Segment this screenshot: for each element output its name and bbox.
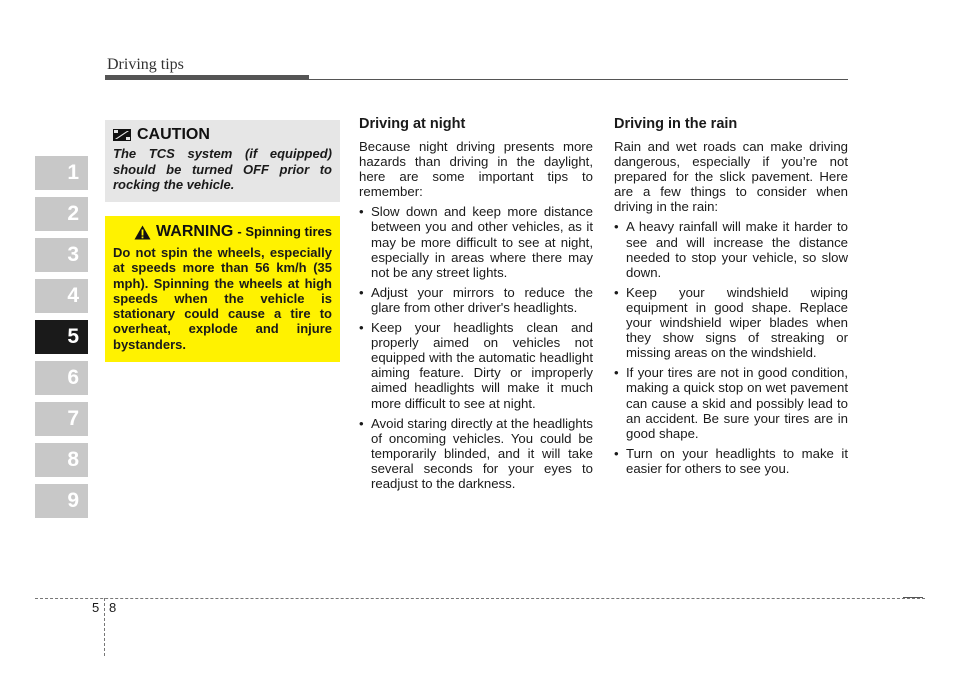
warning-text: Do not spin the wheels, especially at speeds more than 56 km/h (35 mph). Spinning the wheels at high speeds when the vehicle is stationary could cause a tire to overheat, explode and injure bystanders. bbox=[113, 245, 332, 352]
warning-heading-row bbox=[113, 223, 332, 241]
night-driving-intro: Because night driving presents more hazards than driving in the daylight, here are some important tips to remember: bbox=[359, 139, 593, 200]
section-title: Driving tips bbox=[107, 56, 184, 73]
footer-rule-tick bbox=[903, 597, 923, 598]
footer-page-number: 8 bbox=[109, 600, 117, 615]
list-item: • If your tires are not in good condition, making a quick stop on wet pavement can cause a skid and possibly lead to an accident. Be sure your tires are in good shape. bbox=[614, 365, 848, 440]
night-driving-list bbox=[359, 204, 593, 491]
footer-rule bbox=[35, 598, 925, 599]
chapter-tab-5-active[interactable]: 5 bbox=[35, 320, 88, 354]
chapter-tab-8[interactable]: 8 bbox=[35, 443, 88, 477]
rain-driving-intro: Rain and wet roads can make driving dangerous, especially if you’re not prepared for the slick pavement. Here are a few things to consider when driving in the rain: bbox=[614, 139, 848, 215]
list-item: • Keep your headlights clean and properly aimed on vehicles not equipped with the automatic headlight aiming feature. Dirty or improperly aimed headlights will make it much more difficult to see at night. bbox=[359, 320, 593, 411]
caution-text: The TCS system (if equipped) should be turned OFF prior to rocking the vehicle. bbox=[113, 146, 332, 192]
warning-subheading: - Spinning tires bbox=[237, 224, 332, 239]
list-item: • Avoid staring directly at the headlights of oncoming vehicles. You could be temporarily blinded, and it will take several seconds for your eyes to readjust to the darkness. bbox=[359, 416, 593, 491]
night-driving-section bbox=[359, 115, 593, 496]
list-item: • Adjust your mirrors to reduce the glare from other driver's headlights. bbox=[359, 285, 593, 315]
list-item: • Turn on your headlights to make it easier for others to see you. bbox=[614, 446, 848, 476]
caution-heading: CAUTION bbox=[137, 126, 210, 143]
warning-heading: WARNING bbox=[156, 223, 234, 240]
chapter-tab-7[interactable]: 7 bbox=[35, 402, 88, 436]
header-rule bbox=[105, 79, 848, 80]
footer-divider bbox=[104, 598, 105, 656]
rain-driving-heading: Driving in the rain bbox=[614, 116, 738, 132]
rain-driving-section bbox=[614, 115, 848, 481]
rain-driving-list bbox=[614, 219, 848, 476]
caution-heading-row bbox=[113, 126, 332, 144]
chapter-tab-3[interactable]: 3 bbox=[35, 238, 88, 272]
chapter-tab-1[interactable]: 1 bbox=[35, 156, 88, 190]
warning-triangle-icon bbox=[134, 225, 151, 240]
list-item: • Keep your windshield wiping equipment in good shape. Replace your windshield wiper blades when they show signs of streaking or missing areas on the windshield. bbox=[614, 285, 848, 360]
chapter-tab-6[interactable]: 6 bbox=[35, 361, 88, 395]
caution-box bbox=[105, 120, 340, 202]
warning-box bbox=[105, 216, 340, 362]
chapter-tab-2[interactable]: 2 bbox=[35, 197, 88, 231]
night-driving-heading: Driving at night bbox=[359, 116, 466, 132]
list-item: • Slow down and keep more distance between you and other vehicles, as it may be more difficult to see at night, especially in areas where there may not be any street lights. bbox=[359, 204, 593, 279]
caution-icon bbox=[113, 129, 131, 141]
footer-chapter-number: 5 bbox=[92, 600, 100, 615]
list-item: • A heavy rainfall will make it harder to see and will increase the distance needed to stop your vehicle, so slow down. bbox=[614, 219, 848, 279]
chapter-tab-4[interactable]: 4 bbox=[35, 279, 88, 313]
chapter-tab-9[interactable]: 9 bbox=[35, 484, 88, 518]
